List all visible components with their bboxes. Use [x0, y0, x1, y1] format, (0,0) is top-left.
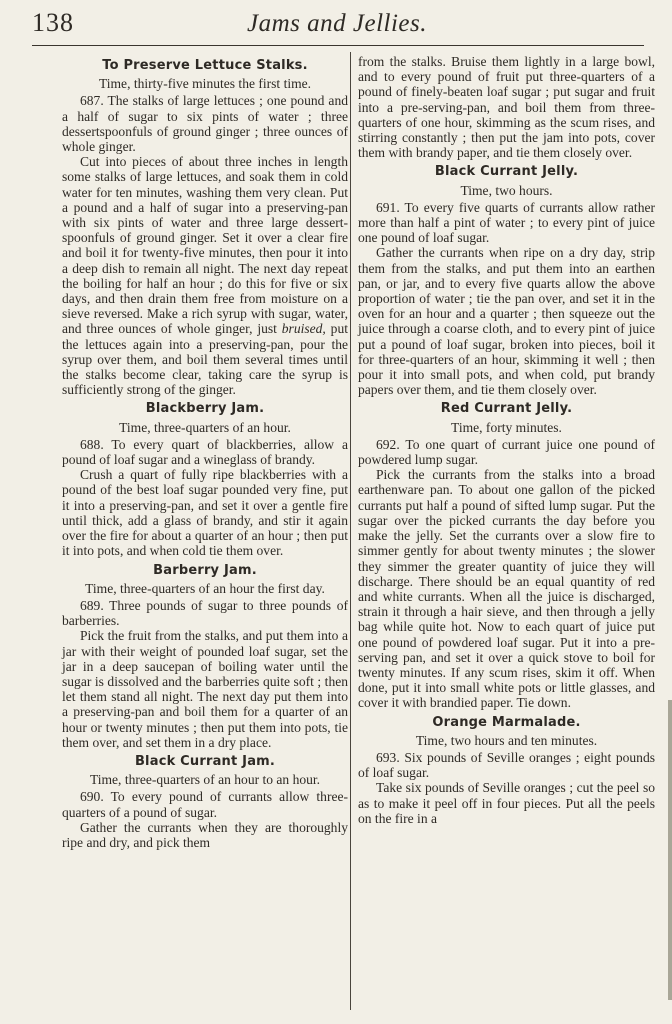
recipe-ingredients: 691. To every five quarts of currants allow rather more than half a pint of water ; to every pint of juice one pound of loaf sugar. [358, 199, 655, 246]
section-time: Time, three-quarters of an hour. [119, 419, 291, 435]
column-divider [350, 52, 351, 1010]
recipe-method: Cut into pieces of about three inches in length some stalks of large lettuces, and soak them in cold water for ten minutes, washing them very clean. Put a pound and a half of sugar into a preserving-pan with six pints of water and three large dessert-spoonfuls of ground ginger. Set it over a clear fire and boil it for twenty-five minutes, then pour it into a deep dish to remain all night. The next day repeat the boiling for half an hour ; do this for five or six days, and then drain them free from moisture on a sieve reversed. Make a rich syrup with sugar, water, and three ounces of whole ginger, just bruised, put the lettuces again into a preserving-pan, pour the syrup over them, and boil them several times until the stalks become clear, taking care the syrup is sufficiently strong of the ginger. [62, 154, 348, 398]
section-title: Orange Marmalade. [432, 714, 581, 730]
right-column [358, 54, 655, 826]
recipe-method: Pick the currants from the stalks into a broad earthenware pan. To about one gallon of the picked currants put half a pound of sifted lump sugar. Put the sugar over the picked currants the day before you make the jelly. Set the currants over a slow fire to simmer gently for about twenty minutes ; the slower they simmer the greater quantity of juice they will discharge. There should be an equal quantity of red and white currants. When all the juice is discharged, strain it through a hair sieve, and then through a jelly bag while quite hot. Now to each quart of juice put one pound of powdered loaf sugar. Put it into a pre-serving pan, and set it over a quick stove to boil for twenty minutes. If any scum rises, skim it off. When done, put it into small white pots or little glasses, and cover it with brandied paper. Tie down. [358, 467, 655, 711]
section-time: Time, two hours. [460, 182, 553, 198]
section-time: Time, three-quarters of an hour the first day. [85, 580, 325, 596]
page-edge-shadow [668, 700, 672, 1000]
section-title: To Preserve Lettuce Stalks. [102, 58, 308, 73]
recipe-method-continued: from the stalks. Bruise them lightly in a large bowl, and to every pound of fruit put three-quarters of a pound of finely-beaten loaf sugar ; put sugar and fruit into a pre-serving-pan, and boil them from three-quarters of one hour, skimming as the scum rises, and stirring constantly ; then put the jam into pots, cover them with brandy paper, and tie them closely over. [358, 54, 655, 161]
running-title: Jams and Jellies. [247, 10, 427, 37]
recipe-ingredients: 693. Six pounds of Seville oranges ; eight pounds of loaf sugar. [358, 749, 655, 781]
left-column [62, 54, 348, 850]
recipe-method: Take six pounds of Seville oranges ; cut the peel so as to make it peel off in four pieces. Put all the peels on the fire in a [358, 780, 655, 826]
recipe-method: Gather the currants when they are thoroughly ripe and dry, and pick them [62, 819, 348, 850]
header-rule [32, 45, 644, 46]
recipe-ingredients: 689. Three pounds of sugar to three pounds of barberries. [62, 597, 348, 629]
recipe-ingredients: 690. To every pound of currants allow three-quarters of a pound of sugar. [62, 789, 348, 820]
section-title: Barberry Jam. [153, 562, 257, 578]
recipe-method: Crush a quart of fully ripe blackberries with a pound of the best loaf sugar pounded very fine, put it into a preserving-pan, and set it over a gentle fire until thick, add a glass of brandy, and stir it again over the fire for about a quarter of an hour ; then put it into pots, and when cold tie them over. [62, 467, 348, 559]
page-number: 138 [32, 8, 74, 37]
section-time: Time, thirty-five minutes the first time. [98, 76, 312, 92]
recipe-method: Pick the fruit from the stalks, and put them into a jar with their weight of pounded loaf sugar, set the jar in a deep saucepan of boiling water until the sugar is dissolved and the barberries quite soft ; then let them stand all night. The next day put them into a preserving-pan and boil them for a quarter of an hour or twenty minutes ; then put them into pots, tie them over, and set them in a dry place. [62, 628, 348, 750]
section-title: Blackberry Jam. [145, 401, 265, 417]
emphasis: bruised, [281, 321, 326, 337]
section-time: Time, three-quarters of an hour to an hour. [89, 772, 321, 788]
section-time: Time, two hours and ten minutes. [415, 732, 598, 748]
section-title: Black Currant Jam. [134, 753, 276, 769]
section-title: Red Currant Jelly. [440, 401, 573, 417]
section-time: Time, forty minutes. [451, 419, 562, 435]
page-header [32, 6, 642, 42]
recipe-ingredients: 687. The stalks of large lettuces ; one pound and a half of sugar to six pints of water ; three dessertspoonfuls of ground ginger ; three ounces of whole ginger. [62, 93, 348, 155]
recipe-ingredients: 688. To every quart of blackberries, allow a pound of loaf sugar and a wineglass of brandy. [62, 436, 348, 468]
section-title: Black Currant Jelly. [434, 164, 579, 180]
recipe-method: Gather the currants when ripe on a dry day, strip them from the stalks, and put them into an earthen pan, or jar, and to every five quarts allow the above proportion of water ; tie the pan over, and set it in the oven for an hour and a quarter ; then squeeze out the juice through a coarse cloth, and to every pint of juice put a pound of loaf sugar, broken into pieces, boil it for three-quarters of an hour, skimming it well ; then pour it into small pots, and when cold, put brandy papers over them, and tie them closely over. [358, 245, 655, 398]
recipe-ingredients: 692. To one quart of currant juice one pound of powdered lump sugar. [358, 436, 655, 468]
